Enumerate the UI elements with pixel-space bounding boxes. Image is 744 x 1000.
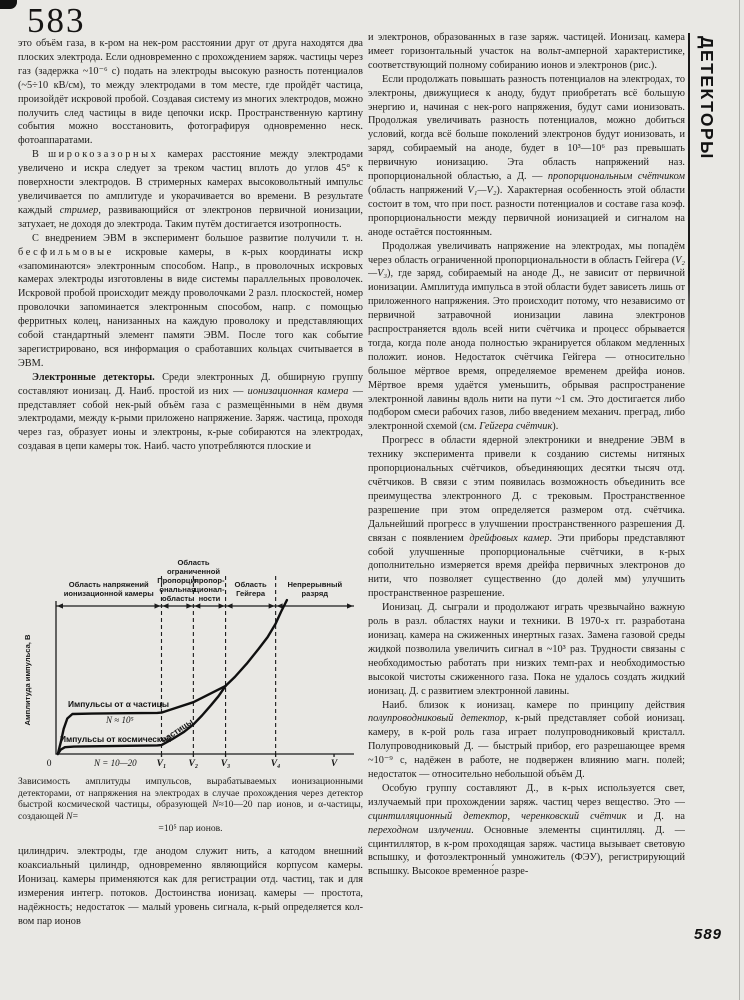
figure bbox=[18, 556, 363, 835]
region-label: пропор- bbox=[194, 576, 225, 585]
text-segment: стример bbox=[59, 204, 99, 216]
region-label: Пропорци- bbox=[157, 576, 198, 585]
text-segment: Если продолжать повышать разность потенциалов на электродах, то электроны, движущиеся к аноду, будут приобретать всё большую энергию и, начиная с нек-рого напряжения, будут сами ионизовать. Продолжая увеличивать разность потенциалов, можно добиться условий, когда всё больше поколений электронов будут ионизовать, и заряд, собираемый на аноде, будет в 10³—10⁶ раз превышать первичную ионизацию. Эта область напряжений наз. пропорциональной областью, а Д. — bbox=[368, 73, 685, 183]
arrowhead-left bbox=[227, 603, 233, 608]
text-segment: — представляет собой нек-рый объём газа с размещёнными в нём двумя электродами, между к-рыми приложено напряжение. Заряж. частица, проходя через газ, образует ионы и электроны, к-рые собираются на электродах, создавая в цепи камеры ток. Наиб. часто употребляются плоские и bbox=[18, 385, 363, 453]
arrowhead-right bbox=[269, 603, 275, 608]
region-label-overlay: Область bbox=[177, 558, 210, 567]
text-segment: широкозазорных bbox=[48, 149, 159, 161]
text-segment: Особую группу составляют Д., в к-рых используется свет, излучаемый при прохождении заряж. частиц через вещество. Это — bbox=[368, 782, 685, 808]
x-tick-label: V₃ bbox=[220, 759, 231, 769]
region-label: ности bbox=[198, 594, 221, 603]
paragraph bbox=[368, 73, 685, 240]
figure-caption-last-line: =10⁵ пар ионов. bbox=[158, 822, 223, 834]
paragraph bbox=[368, 240, 685, 435]
cosmic-annotation: N = 10—20 bbox=[94, 758, 137, 768]
text-segment: цилиндрич. электроды, где анодом служит нить, а катодом внешний коаксиальный цилиндр, одновременно являющийся корпусом камеры. Ионизац. камеры применяются как для регистрации отд. частиц, так и для измерения интегр. потоков. Достоинства ионизац. камеры — простота, надёжность; недостаток — малый уровень сигнала, к-рый определяется кол-вом пар ионов bbox=[18, 846, 363, 927]
region-label-overlay: ограниченной bbox=[167, 567, 221, 576]
text-segment: В bbox=[32, 149, 49, 161]
text-segment: Гейгера счётчик bbox=[479, 421, 553, 433]
paragraph bbox=[368, 601, 685, 698]
y-axis-label: Амплитуда импульса, В bbox=[23, 634, 32, 726]
text-segment: N bbox=[212, 799, 219, 811]
text-segment: и Д. на bbox=[626, 810, 685, 822]
text-segment: это объём газа, в к-ром на нек-ром расстоянии друг от друга находятся два плоских электрода. Если одновременно с прохождением заряж. частицы через газ (задержка ~10⁻⁶ с) подать на электроды высокую разность потенциалов (~5÷10 кВ/см), то между электродами в том месте, где пройдёт частица, произойдёт искровой пробой. Создавая систему из многих электродов, можно получить след частицы в виде цепочки искр. Пространственную картину события можно восстановить, фотографируя одновременно неск. фотоаппаратами. bbox=[18, 38, 363, 147]
figure-caption bbox=[18, 776, 363, 823]
text-segment: Ионизац. Д. сыграли и продолжают играть чрезвычайно важную роль в разл. областях науки и техники. В 1970-х гг. разработана ионизац. камера на сжиженных инертных газах. Замена газовой среды жидкой позволила увеличить сигнал в ~10³ раз. Трудности связаны с необходимостью работать при низких темп-рах и необходимостью высокой чистоты сжиженного газа. Пока не удалось создать жидкий ионизац. Д. с развитием электронной лавины. bbox=[368, 602, 685, 697]
text-segment: N bbox=[66, 811, 73, 823]
x-tick-label: 0 bbox=[46, 759, 52, 769]
left-column-text bbox=[18, 37, 363, 454]
text-segment: дрейфовых камер bbox=[469, 532, 550, 544]
arrowhead-right bbox=[154, 603, 160, 608]
alpha-curve-label: Импульсы от α частицы bbox=[68, 699, 169, 709]
axes bbox=[56, 601, 354, 754]
region-label: ональная bbox=[159, 585, 196, 594]
x-tick-label: V₁ bbox=[156, 759, 167, 769]
text-segment: бесфильмовые bbox=[18, 246, 114, 258]
page-number-bottom: 589 bbox=[694, 926, 723, 943]
text-segment: ионизационная камера bbox=[247, 385, 349, 397]
paragraph bbox=[18, 371, 363, 454]
text-segment: (область напряжений bbox=[368, 184, 468, 196]
cosmic-curve-label-rotated: частицы bbox=[159, 716, 195, 745]
text-segment: ). Характерная особенность этой области состоит в том, что при пост. разности потенциалов и составе газа коэф. пропорциональности между первичной ионизацией и сигналом на аноде остаётся постоянным. bbox=[368, 184, 685, 238]
paragraph bbox=[18, 845, 363, 928]
x-tick-label: V₂ bbox=[188, 759, 199, 769]
text-segment: . Основные элементы сцинтилляц. Д. — сцинтиллятор, в к-ром проходящая заряж. частица вызывает световую вспышку, и фотоэлектронный умножитель (ФЭУ), регистрирующий вспышку. Высокое временно́е разре- bbox=[368, 824, 685, 878]
text-segment: и электронов, образованных в газе заряж. частицей. Ионизац. камера имеет горизонтальный участок на вольт-амперной характеристике, соответствующий полному собиранию ионов и электронов (рис.). bbox=[368, 32, 685, 71]
left-column-text-bottom bbox=[18, 845, 363, 928]
text-segment: полупроводниковый детектор bbox=[368, 713, 505, 725]
margin-thumb-label: ДЕТЕКТОРЫ bbox=[697, 36, 717, 160]
region-label: Область напряжений bbox=[68, 580, 149, 589]
region-label: разряд bbox=[301, 589, 329, 598]
text-segment: пропорциональным счётчиком bbox=[547, 171, 685, 183]
right-column-text bbox=[368, 31, 685, 879]
text-segment: сцинтилляционный детектор bbox=[368, 810, 508, 822]
text-segment: , к-рый представляет собой ионизац. камеру, в к-рой роль газа играет полупроводниковый кристалл. Полупроводниковый Д. — быстрый прибор, его разрешающее время ~10⁻⁹ с, надёжен в работе, не подвержен влиянию магн. полей; недостаток — относительно небольшой объём Д. bbox=[368, 713, 685, 781]
arrowhead-right bbox=[347, 603, 353, 608]
paragraph bbox=[368, 699, 685, 782]
margin-rule bbox=[688, 33, 690, 365]
text-segment: , развивающийся от электронов первичной ионизации, затухает, не доходя до электрода. Таким путём достигается изотропность. bbox=[18, 204, 363, 230]
text-segment: С внедрением ЭВМ в эксперимент большое развитие получили т. н. bbox=[32, 232, 363, 244]
x-tick-label: V bbox=[330, 759, 338, 769]
text-segment: V₁—V₂ bbox=[467, 184, 497, 196]
region-label: ионизационной камеры bbox=[63, 589, 154, 598]
page-number-top: 583 bbox=[27, 1, 86, 40]
text-segment: черенковский счётчик bbox=[521, 810, 627, 822]
paragraph bbox=[18, 37, 363, 148]
text-segment: , bbox=[507, 810, 522, 822]
text-segment: Прогресс в области ядерной электроники и внедрение ЭВМ в технику эксперимента привели к созданию системы нитяных пропорциональных счётчиков, объединяющих десятки тысяч отд. счётчиков. В связи с этим появилась возможность объединить все преимущества электронного Д. с трековым. Пространственное разрешение при этом определяется размером отд. счётчика. Дальнейший прогресс в улучшении пространственного разрешения Д. связан с появлением bbox=[368, 435, 685, 544]
text-segment: V₂—V₃ bbox=[368, 254, 685, 280]
paragraph bbox=[18, 148, 363, 231]
text-segment: ≈10—20 пар ионов, и α-частицы, создающей bbox=[18, 799, 363, 823]
text-segment: переходном излучении bbox=[368, 824, 472, 836]
text-segment: . Эти приборы представляют собой улучшенные пропорциональные счётчики, в к-рых дополнительно измеряется время дрейфа первичных электронов до нити, что позволяет существенно (до долей мм) улучшить пространственное разрешение. bbox=[368, 532, 685, 600]
region-label: Непрерывный bbox=[287, 580, 343, 589]
paragraph bbox=[368, 31, 685, 73]
text-segment: Электронные детекторы. bbox=[32, 371, 155, 383]
arrowhead-left bbox=[194, 603, 200, 608]
paragraph bbox=[368, 782, 685, 879]
scan-corner-artifact bbox=[0, 0, 17, 9]
region-label: ционал- bbox=[194, 585, 225, 594]
arrowhead-left bbox=[162, 603, 168, 608]
text-segment: камерах расстояние между электродами увеличено и искра следует за треком частиц вплоть до углов 45° к поверхности электродов. В стримерных камерах высоковольтный импульс увеличивается по амплитуде и укорачивается во времени. В результате каждый bbox=[18, 149, 363, 216]
paragraph bbox=[18, 232, 363, 371]
detector-regions-chart bbox=[18, 556, 363, 771]
arrowhead-right bbox=[219, 603, 225, 608]
text-segment: Наиб. близок к ионизац. камере по принципу действия bbox=[382, 699, 685, 711]
figure-caption-block bbox=[18, 776, 363, 835]
alpha-annotation: N ≈ 10⁵ bbox=[106, 715, 134, 725]
region-label: Гейгера bbox=[236, 589, 266, 598]
region-label: область bbox=[162, 594, 193, 603]
text-segment: Продолжая увеличивать напряжение на электродах, мы попадём через область ограниченной пропорциональности в область Гейгера ( bbox=[368, 240, 685, 266]
x-tick-label: V₄ bbox=[270, 759, 281, 769]
region-label: Область bbox=[234, 580, 267, 589]
paragraph bbox=[368, 434, 685, 601]
arrowhead-right bbox=[186, 603, 192, 608]
text-segment: ), где заряд, собираемый на аноде Д., не зависит от первичной ионизации. Амплитуда импульса в этой области будет зависеть лишь от приложенного напряжения. Это происходит потому, что независимо от первичной затравочной ионизации лавина электронов распространяется вдоль всей нити счётчика и процесс обрывается тогда, когда поле анода полностью экранируется облаком медленных положит. ионов. Недостаток счётчика Гейгера — относительно большое мёртвое время, определяемое временем дрейфа ионов. Мёртвое время удаётся уменьшить, обрывая распространение электронной лавины вдоль нити на пути ~1 см. Это достигается либо подбором смеси рабочих газов, либо введением механич. преград, либо электронной схемой (см. bbox=[368, 268, 685, 433]
text-segment: ). bbox=[552, 421, 559, 433]
cosmic-curve-label: Импульсы от космической bbox=[60, 734, 172, 744]
text-segment: Зависимость амплитуды импульсов, вырабатываемых ионизационными детекторами, от напряжения на электродах в случае прохождения через детектор быстрой космической частицы, образующей bbox=[18, 776, 363, 811]
text-segment: искровые камеры, в к-рых координаты искр «запоминаются» электронным способом. Напр., в проволочных искровых камерах электроды изготовлены в виде системы параллельных проволочек. Искровой пробой происходит между проволочками 2 разл. плоскостей, номер проволочки запоминается электронным способом, напр. с помощью ферритных колец, нанизанных на каждую проволоку и представляющих собой стандартный элемент памяти ЭВМ. После того как событие зарегистрировано, вся информация о сработавших кольцах считывается в ЭВМ. bbox=[18, 246, 363, 369]
text-segment: Среди электронных Д. обширную группу составляют ионизац. Д. Наиб. простой из них — bbox=[18, 371, 363, 397]
arrowhead-left bbox=[57, 603, 63, 608]
page-edge-line bbox=[739, 0, 740, 1000]
text-segment: = bbox=[72, 811, 78, 823]
